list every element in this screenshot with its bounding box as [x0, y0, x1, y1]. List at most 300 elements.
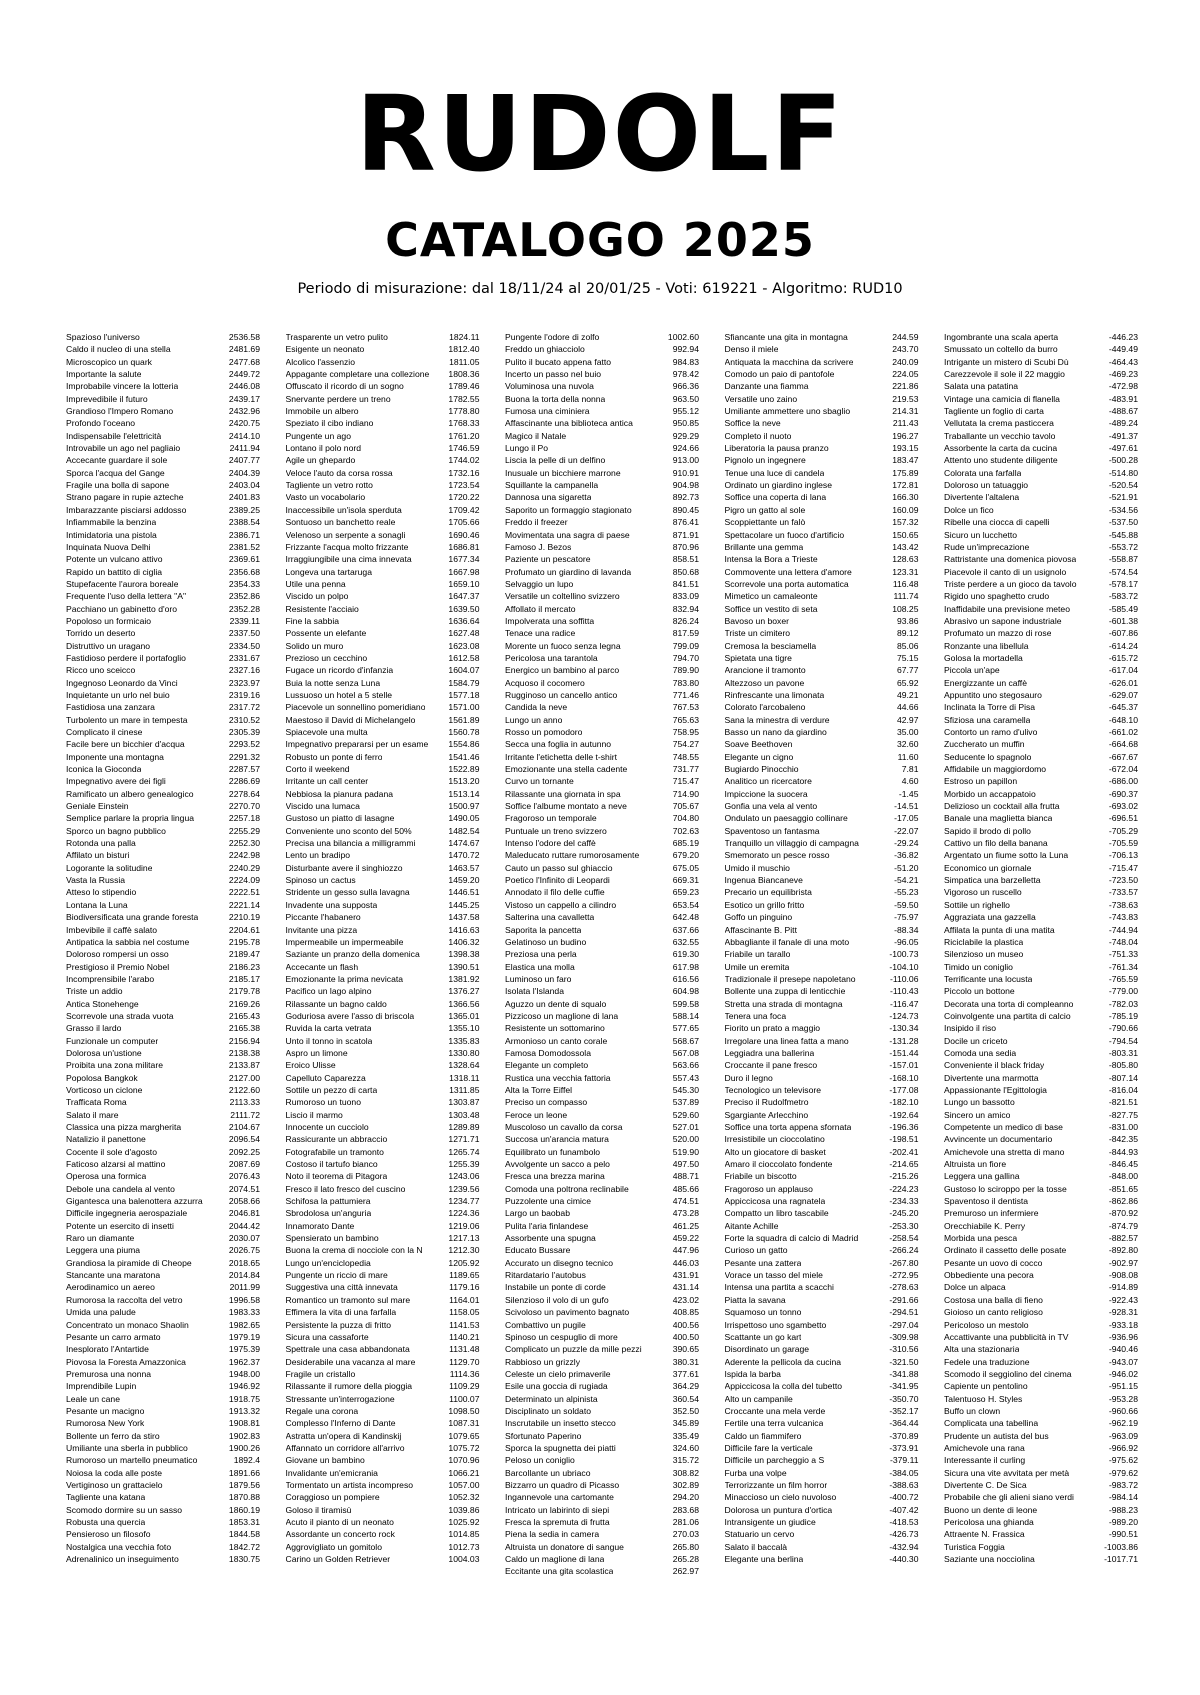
item-name: Pulita l'aria finlandese — [505, 1220, 589, 1231]
item-name: Immobile un albero — [285, 406, 359, 417]
item-name: Elegante un cigno — [724, 751, 794, 762]
ranking-row — [725, 751, 919, 763]
item-name: Pungente un ago — [285, 430, 351, 441]
ranking-row — [505, 1528, 699, 1540]
ranking-row — [725, 1220, 919, 1232]
item-name: Potente un vulcano attivo — [66, 554, 163, 565]
item-name: Accecante un flash — [285, 961, 359, 972]
item-name: Buona la torta della nonna — [505, 393, 606, 404]
item-score: -715.47 — [1108, 862, 1138, 873]
ranking-row — [725, 1281, 919, 1293]
item-score: 108.25 — [892, 603, 919, 614]
item-name: Conveniente uno sconto del 50% — [285, 825, 412, 836]
ranking-row — [286, 553, 480, 565]
item-name: Atteso lo stipendio — [66, 887, 137, 898]
ranking-row — [286, 1442, 480, 1454]
ranking-row — [66, 356, 260, 368]
item-score: 1217.13 — [448, 1233, 480, 1244]
ranking-row — [286, 1047, 480, 1059]
ranking-row — [505, 763, 699, 775]
item-name: Prezioso un cecchino — [285, 652, 368, 663]
ranking-row — [286, 1084, 480, 1096]
item-name: Preciso il Rudolfmetro — [724, 1097, 809, 1108]
ranking-row — [286, 615, 480, 627]
item-score: 2014.84 — [228, 1270, 260, 1281]
ranking-row — [725, 837, 919, 849]
item-score: -785.19 — [1108, 1010, 1138, 1021]
ranking-row — [725, 516, 919, 528]
item-score: 1709.42 — [448, 504, 480, 515]
item-name: Cattivo un filo della banana — [944, 838, 1048, 849]
item-score: 2481.69 — [228, 344, 260, 355]
item-score: 175.89 — [892, 467, 919, 478]
ranking-row — [505, 1553, 699, 1565]
ranking-row — [725, 800, 919, 812]
ranking-row — [944, 454, 1138, 466]
item-score: 2165.43 — [228, 1010, 260, 1021]
item-score: 221.86 — [892, 381, 919, 392]
item-name: Piacevole il canto di un usignolo — [944, 566, 1067, 577]
item-name: Coraggioso un pompiere — [285, 1492, 380, 1503]
ranking-row — [66, 849, 260, 861]
ranking-row — [505, 1380, 699, 1392]
item-score: 1913.32 — [228, 1405, 260, 1416]
ranking-row — [725, 899, 919, 911]
item-score: 497.50 — [672, 1159, 699, 1170]
item-score: 1012.73 — [448, 1541, 480, 1552]
item-score: -545.88 — [1108, 529, 1138, 540]
ranking-row — [286, 1393, 480, 1405]
item-score: 400.56 — [672, 1319, 699, 1330]
ranking-row — [286, 1281, 480, 1293]
item-score: 748.55 — [672, 751, 699, 762]
item-name: Sporca l'acqua del Gange — [66, 467, 165, 478]
item-score: 1189.65 — [449, 1270, 480, 1281]
item-score: 545.30 — [672, 1084, 699, 1095]
item-score: 557.43 — [672, 1072, 699, 1083]
item-score: -521.91 — [1108, 492, 1138, 503]
item-score: 1560.78 — [448, 727, 480, 737]
item-name: Imprendibile Lupin — [66, 1381, 137, 1392]
item-name: Saziante una nocciolina — [944, 1554, 1035, 1565]
item-score: -310.56 — [889, 1344, 919, 1355]
ranking-row — [725, 430, 919, 442]
item-score: 529.60 — [672, 1109, 699, 1120]
item-score: 669.31 — [672, 875, 699, 886]
item-name: Friabile un biscotto — [724, 1171, 797, 1182]
item-name: Gioioso un canto religioso — [944, 1307, 1043, 1318]
ranking-row — [286, 1343, 480, 1355]
item-name: Sicuro un lucchetto — [944, 529, 1018, 540]
item-score: 2477.68 — [228, 356, 260, 367]
item-score: 65.92 — [896, 677, 919, 688]
item-score: 2222.51 — [228, 887, 260, 898]
item-name: Difficile un parcheggio a S — [724, 1455, 825, 1466]
ranking-row — [725, 454, 919, 466]
item-name: Rinfrescante una limonata — [724, 689, 825, 700]
ranking-row — [66, 1170, 260, 1182]
item-score: 1636.64 — [448, 615, 480, 626]
item-name: Difficile fare la verticale — [724, 1442, 813, 1453]
ranking-row — [66, 1331, 260, 1343]
item-name: Alta la Torre Eiffel — [505, 1084, 573, 1095]
item-name: Ingannevole una cartomante — [505, 1492, 614, 1503]
item-score: -124.73 — [889, 1010, 919, 1021]
item-score: 679.20 — [672, 850, 699, 861]
item-name: Imponente una montagna — [66, 751, 164, 762]
item-name: Complicata una tabellina — [944, 1418, 1039, 1429]
ranking-row — [286, 640, 480, 652]
item-name: Combattivo un pugile — [505, 1319, 586, 1330]
item-name: Liscio il marmo — [285, 1109, 343, 1120]
item-name: Lungo un bassotto — [944, 1097, 1015, 1108]
item-name: Zuccherato un muffin — [944, 739, 1025, 750]
ranking-row — [286, 1022, 480, 1034]
item-name: Innocente un cucciolo — [285, 1122, 369, 1132]
item-name: Curioso un gatto — [724, 1245, 788, 1256]
ranking-row — [286, 1059, 480, 1071]
item-score: -500.28 — [1108, 455, 1138, 466]
item-score: 841.51 — [672, 578, 699, 589]
item-name: Incomprensibile l'arabo — [66, 973, 155, 984]
item-score: 637.66 — [672, 924, 699, 935]
ranking-row — [286, 578, 480, 590]
item-score: 2389.25 — [228, 504, 260, 515]
item-name: Obbediente una pecora — [944, 1270, 1034, 1281]
item-name: Persistente la puzza di fritto — [285, 1319, 392, 1330]
ranking-row — [944, 1109, 1138, 1121]
ranking-row — [725, 652, 919, 664]
ranking-row — [944, 331, 1138, 343]
ranking-row — [286, 504, 480, 516]
ranking-row — [725, 677, 919, 689]
item-name: Spietata una tigre — [724, 652, 792, 663]
item-score: 1948.00 — [228, 1368, 260, 1379]
item-score: 1723.54 — [448, 480, 480, 491]
ranking-row — [725, 1195, 919, 1207]
item-score: -534.56 — [1108, 504, 1138, 515]
ranking-row — [66, 1454, 260, 1466]
ranking-row — [725, 985, 919, 997]
item-score: 2369.61 — [228, 554, 260, 565]
item-score: -990.51 — [1108, 1529, 1138, 1540]
ranking-row — [944, 640, 1138, 652]
item-score: 1690.46 — [448, 529, 480, 540]
item-score: 913.00 — [672, 455, 699, 466]
item-score: 2352.28 — [228, 603, 260, 614]
ranking-row — [505, 701, 699, 713]
ranking-column — [505, 331, 699, 1671]
ranking-row — [944, 417, 1138, 429]
item-name: Effimera la vita di una farfalla — [285, 1307, 397, 1318]
ranking-row — [725, 1133, 919, 1145]
ranking-row — [944, 504, 1138, 516]
item-score: 240.09 — [892, 356, 919, 367]
ranking-row — [66, 516, 260, 528]
item-name: Ricco uno sceicco — [66, 665, 136, 676]
item-name: Giovane un bambino — [285, 1455, 365, 1466]
ranking-row — [944, 615, 1138, 627]
item-name: Fresco il lato fresco del cuscino — [285, 1183, 406, 1194]
item-name: Cocente il sole d'agosto — [66, 1146, 157, 1157]
item-score: 1778.80 — [448, 406, 480, 417]
item-name: Fragile un cristallo — [285, 1368, 356, 1379]
item-name: Instabile un ponte di corde — [505, 1282, 606, 1293]
item-name: Inaccessibile un'isola sperduta — [285, 504, 402, 515]
item-name: Popoloso un formicaio — [66, 615, 152, 626]
ranking-row — [505, 899, 699, 911]
item-score: 1860.19 — [228, 1504, 260, 1515]
item-score: 1470.72 — [448, 850, 480, 861]
item-name: Scomodo il seggiolino del cinema — [944, 1368, 1072, 1379]
item-score: 1522.89 — [448, 764, 480, 775]
item-score: 1140.21 — [449, 1331, 480, 1342]
ranking-row — [725, 405, 919, 417]
ranking-row — [66, 1010, 260, 1022]
ranking-row — [505, 368, 699, 380]
item-score: 281.06 — [672, 1517, 699, 1527]
item-score: 243.70 — [892, 344, 919, 355]
ranking-row — [66, 664, 260, 676]
item-score: 1366.56 — [448, 998, 480, 1009]
item-name: Liberatoria la pausa pranzo — [724, 443, 829, 454]
item-score: -96.05 — [894, 936, 919, 947]
item-name: Estroso un papillon — [944, 776, 1018, 787]
item-score: 783.80 — [672, 677, 699, 688]
item-score: 2334.50 — [228, 640, 260, 651]
ranking-row — [505, 1121, 699, 1133]
item-score: 1824.11 — [449, 332, 480, 342]
ranking-row — [944, 751, 1138, 763]
ranking-row — [944, 1022, 1138, 1034]
item-score: 2224.09 — [228, 875, 260, 886]
ranking-row — [286, 430, 480, 442]
item-name: Pesante un carro armato — [66, 1331, 161, 1342]
item-score: 2111.72 — [230, 1109, 260, 1120]
item-name: Preziosa una perla — [505, 949, 577, 960]
item-score: 1406.32 — [448, 936, 480, 947]
item-score: -215.26 — [889, 1171, 919, 1182]
ranking-row — [944, 578, 1138, 590]
ranking-row — [944, 1516, 1138, 1528]
item-score: -705.59 — [1108, 838, 1138, 849]
item-name: Romantico un tramonto sul mare — [285, 1294, 411, 1305]
ranking-row — [725, 1232, 919, 1244]
item-score: 1179.16 — [449, 1282, 480, 1293]
item-name: Profumato un mazzo di rose — [944, 628, 1052, 639]
item-name: Pesante una zattera — [724, 1257, 802, 1268]
item-score: -831.00 — [1108, 1122, 1138, 1132]
item-score: -963.09 — [1108, 1430, 1138, 1441]
ranking-row — [725, 467, 919, 479]
item-name: Duro il legno — [724, 1072, 773, 1083]
item-score: 1513.14 — [448, 788, 480, 799]
item-score: -51.20 — [894, 862, 919, 873]
item-score: 7.81 — [901, 764, 919, 775]
item-name: Educato Bussare — [505, 1245, 571, 1256]
ranking-row — [505, 343, 699, 355]
item-name: Attento uno studente diligente — [944, 455, 1058, 466]
ranking-row — [66, 1195, 260, 1207]
ranking-row — [505, 1565, 699, 1577]
item-score: -418.53 — [889, 1517, 919, 1527]
item-name: Divertente l'altalena — [944, 492, 1020, 503]
item-name: Rustica una vecchia fattoria — [505, 1072, 611, 1083]
item-name: Golosa la mortadella — [944, 652, 1023, 663]
ranking-row — [286, 738, 480, 750]
item-score: -234.33 — [889, 1196, 919, 1207]
item-score: 1212.30 — [448, 1245, 480, 1256]
ranking-row — [944, 1454, 1138, 1466]
ranking-row — [286, 701, 480, 713]
ranking-row — [505, 1072, 699, 1084]
ranking-row — [725, 1393, 919, 1405]
item-name: Incerto un passo nel buio — [505, 369, 602, 380]
item-score: 1975.39 — [228, 1344, 260, 1355]
item-name: Ispida la barba — [724, 1368, 781, 1379]
item-name: Bollente un ferro da stiro — [66, 1430, 160, 1441]
ranking-row — [66, 1405, 260, 1417]
item-name: Triste un addio — [66, 986, 123, 997]
item-score: 166.30 — [892, 492, 919, 503]
item-score: -807.14 — [1108, 1072, 1138, 1083]
item-name: Antipatica la sabbia nel costume — [66, 936, 190, 947]
item-score: -672.04 — [1108, 764, 1138, 775]
item-score: 870.96 — [672, 541, 699, 552]
item-name: Appassionante l'Egittologia — [944, 1084, 1047, 1095]
item-name: Desiderabile una vacanza al mare — [285, 1356, 416, 1367]
item-name: Intricato un labirinto di siepi — [505, 1504, 610, 1515]
item-name: Imprevedibile il futuro — [66, 393, 148, 404]
item-score: 992.94 — [672, 344, 699, 355]
item-score: 2204.61 — [228, 924, 260, 935]
item-name: Terrorizzante un film horror — [724, 1479, 828, 1490]
ranking-row — [505, 1405, 699, 1417]
item-name: Longeva una tartaruga — [285, 566, 372, 577]
item-score: 1962.37 — [228, 1356, 260, 1367]
ranking-row — [66, 862, 260, 874]
item-score: 150.65 — [892, 529, 919, 540]
item-name: Piovosa la Foresta Amazzonica — [66, 1356, 186, 1367]
item-name: Abrasivo un sapone industriale — [944, 615, 1062, 626]
item-name: Frequente l'uso della lettera "A" — [66, 591, 187, 602]
ranking-row — [286, 491, 480, 503]
ranking-row — [944, 566, 1138, 578]
item-name: Complesso l'Inferno di Dante — [285, 1418, 396, 1429]
item-name: Lungo un'enciclopedia — [285, 1257, 371, 1268]
item-score: -272.95 — [889, 1270, 919, 1281]
item-score: 2381.52 — [228, 541, 260, 552]
ranking-row — [944, 1393, 1138, 1405]
item-score: -400.72 — [889, 1492, 919, 1503]
ranking-row — [944, 1380, 1138, 1392]
item-name: Tenue una luce di candela — [724, 467, 825, 478]
ranking-row — [944, 529, 1138, 541]
ranking-row — [66, 529, 260, 541]
item-score: -614.24 — [1108, 640, 1138, 651]
item-score: -922.43 — [1108, 1294, 1138, 1305]
item-name: Secca una foglia in autunno — [505, 739, 612, 750]
item-score: 758.95 — [672, 727, 699, 737]
ranking-row — [286, 800, 480, 812]
item-name: Morbida una pesca — [944, 1233, 1018, 1244]
ranking-row — [286, 1491, 480, 1503]
item-name: Prudente un autista del bus — [944, 1430, 1049, 1441]
item-score: 604.98 — [672, 986, 699, 997]
item-score: -341.95 — [889, 1381, 919, 1392]
ranking-row — [286, 1072, 480, 1084]
ranking-row — [66, 1096, 260, 1108]
ranking-row — [505, 825, 699, 837]
item-name: Logorante la solitudine — [66, 862, 153, 873]
item-score: 771.46 — [672, 689, 699, 700]
item-name: Sapido il brodo di pollo — [944, 825, 1031, 836]
ranking-row — [286, 849, 480, 861]
item-score: -940.46 — [1108, 1344, 1138, 1355]
ranking-row — [725, 1553, 919, 1565]
item-score: 123.31 — [892, 566, 919, 577]
item-name: Buono un dente di leone — [944, 1504, 1038, 1515]
ranking-row — [505, 788, 699, 800]
item-score: 1744.02 — [448, 455, 480, 466]
item-name: Minaccioso un cielo nuvoloso — [724, 1492, 837, 1503]
ranking-row — [286, 529, 480, 541]
item-score: 871.91 — [672, 529, 699, 540]
ranking-row — [505, 1393, 699, 1405]
item-score: 461.25 — [672, 1220, 699, 1231]
ranking-row — [725, 948, 919, 960]
item-score: 2310.52 — [228, 714, 260, 725]
item-name: Irraggiungibile una cima innevata — [285, 554, 412, 565]
item-name: Rotonda una palla — [66, 838, 136, 849]
item-score: 1853.31 — [228, 1517, 260, 1527]
item-score: 364.29 — [672, 1381, 699, 1392]
item-score: -615.72 — [1108, 652, 1138, 663]
item-score: -862.86 — [1108, 1196, 1138, 1207]
ranking-row — [725, 1319, 919, 1331]
ranking-row — [286, 1035, 480, 1047]
item-name: Rilassante un bagno caldo — [285, 998, 387, 1009]
item-name: Buia la notte senza Luna — [285, 677, 381, 688]
ranking-column — [944, 331, 1138, 1671]
item-name: Squamoso un tonno — [724, 1307, 802, 1318]
item-name: Appiccicosa la colla del tubetto — [724, 1381, 843, 1392]
ranking-row — [66, 701, 260, 713]
ranking-row — [66, 1257, 260, 1269]
ranking-row — [725, 491, 919, 503]
ranking-row — [66, 454, 260, 466]
ranking-row — [944, 1306, 1138, 1318]
ranking-row — [505, 1170, 699, 1182]
ranking-row — [725, 812, 919, 824]
item-name: Basso un nano da giardino — [724, 727, 827, 737]
ranking-row — [944, 652, 1138, 664]
item-score: 1004.03 — [448, 1554, 480, 1565]
ranking-row — [505, 541, 699, 553]
item-score: -29.24 — [894, 838, 919, 849]
item-name: Triste un cimitero — [724, 628, 791, 639]
ranking-row — [944, 788, 1138, 800]
ranking-row — [66, 800, 260, 812]
item-score: 1164.01 — [449, 1294, 480, 1305]
item-name: Resistente l'acciaio — [285, 603, 359, 614]
item-score: -54.21 — [894, 875, 919, 886]
item-name: Rosso un pomodoro — [505, 727, 583, 737]
item-name: Tenera una foca — [724, 1010, 787, 1021]
item-name: Ondulato un paesaggio collinare — [724, 813, 848, 824]
item-score: 2122.60 — [228, 1084, 260, 1095]
item-score: -157.01 — [889, 1060, 919, 1071]
